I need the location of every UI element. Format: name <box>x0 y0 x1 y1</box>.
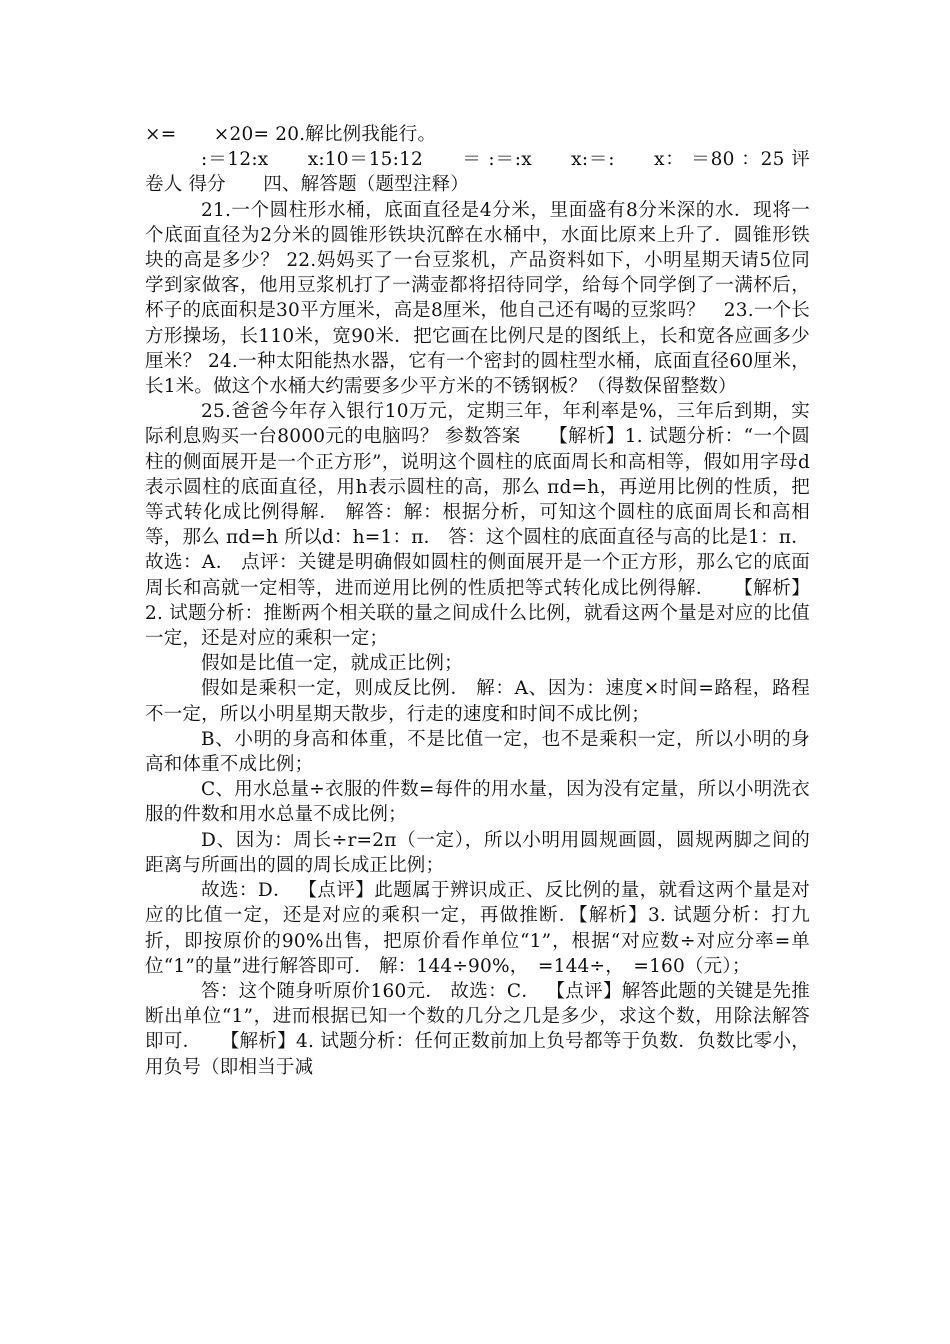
paragraph-11: 答：这个随身听原价160元． 故选：C． 【点评】解答此题的关键是先推断出单位“1”，进而根据已知一个数的几分之几是多少，求这个数，用除法解答即可． 【解析】4. 试题分析：任何正数前加上负号都等于负数．负数比零小，用负号（即相当于减 <box>145 980 810 1078</box>
paragraph-4: 25.爸爸今年存入银行10万元，定期三年，年利率是%，三年后到期，实际利息购买一台8000元的电脑吗？ 参数答案 【解析】1. 试题分析：“一个圆柱的侧面展开是一个正方形”，说明这个圆柱的底面周长和高相等，假如用字母d表示圆柱的底面直径，用h表示圆柱的高，那么 πd=h，再逆用比例的性质，把等式转化成比例得解． 解答：解：根据分析，可知这个圆柱的底面周长和高相等，那么 πd=h 所以d：h=1：π． 答：这个圆柱的底面直径与高的比是1：π． 故选：A． 点评：关键是明确假如圆柱的侧面展开是一个正方形，那么它的底面周长和高就一定相等，进而逆用比例的性质把等式转化成比例得解． 【解析】2. 试题分析：推断两个相关联的量之间成什么比例，就看这两个量是对应的比值一定，还是对应的乘积一定； <box>145 401 810 650</box>
paragraph-3: 21.一个圆柱形水桶，底面直径是4分米，里面盛有8分米深的水．现将一个底面直径为2分米的圆锥形铁块沉醉在水桶中，水面比原来上升了．圆锥形铁块的高是多少？ 22.妈妈买了一台豆浆机，产品资料如下，小明星期天请5位同学到家做客，他用豆浆机打了一满壶都将招待同学，给每个同学倒了一满杯后，杯子的底面积是30平方厘米，高是8厘米，他自己还有喝的豆浆吗？ 23.一个长方形操场，长110米，宽90米．把它画在比例尺是的图纸上，长和宽各应画多少厘米？ 24.一种太阳能热水器，它有一个密封的圆柱型水桶，底面直径60厘米，长1米。做这个水桶大约需要多少平方米的不锈钢板？（得数保留整数） <box>145 199 810 398</box>
paragraph-1: ×= ×20= 20.解比例我能行。 <box>145 124 437 145</box>
paragraph-6: 假如是乘积一定，则成反比例． 解：A、因为：速度×时间=路程，路程不一定，所以小明星期天散步，行走的速度和时间不成比例； <box>145 678 810 725</box>
paragraph-10: 故选：D． 【点评】此题属于辨识成正、反比例的量，就看这两个量是对应的比值一定，还是对应的乘积一定，再做推断．【解析】3. 试题分析：打九折，即按原价的90%出售，把原价看作单位“1”，根据“对应数÷对应分率=单位“1”的量”进行解答即可． 解：144÷90%， =144÷， =160（元）； <box>145 880 810 977</box>
paragraph-8: C、用水总量÷衣服的件数=每件的用水量，因为没有定量，所以小明洗衣服的件数和用水总量不成比例； <box>145 779 810 826</box>
paragraph-2: :＝12:x x:10＝15:12 ＝ :＝:x x:＝: x： ＝80 ：25 评卷人 得分 四、解答题（题型注释） <box>145 149 810 196</box>
paragraph-5: 假如是比值一定，就成正比例； <box>201 653 463 675</box>
paragraph-9: D、因为：周长÷r=2π（一定），所以小明用圆规画圆，圆规两脚之间的距离与所画出的圆的周长成正比例； <box>145 829 810 876</box>
paragraph-7: B、小明的身高和体重，不是比值一定，也不是乘积一定，所以小明的身高和体重不成比例； <box>145 728 810 776</box>
document-body <box>145 122 810 1080</box>
